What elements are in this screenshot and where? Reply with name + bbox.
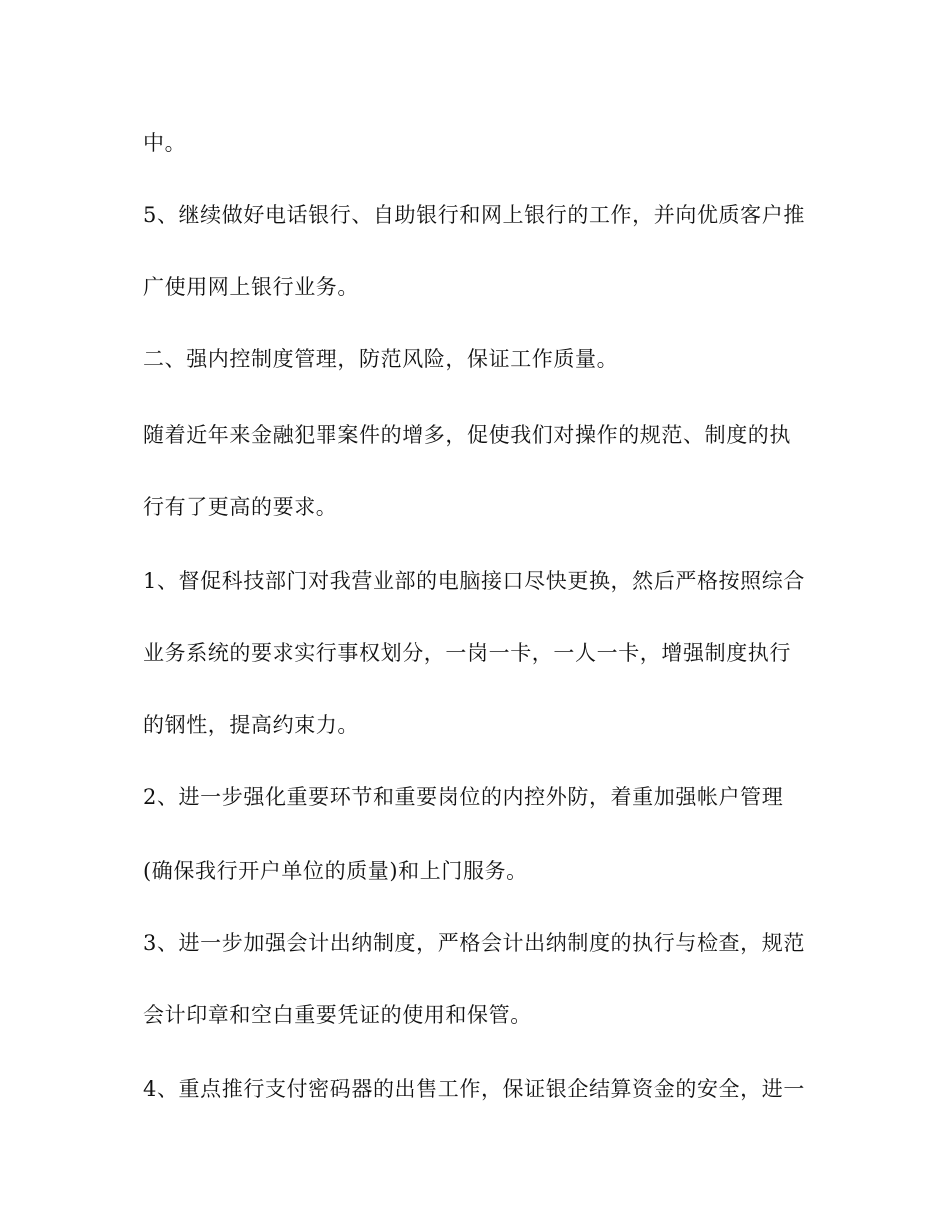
text-line: 业务系统的要求实行事权划分，一岗一卡，一人一卡，增强制度执行 bbox=[143, 641, 791, 665]
text-line: 1、督促科技部门对我营业部的电脑接口尽快更换，然后严格按照综合 bbox=[143, 569, 805, 593]
text-line: 中。 bbox=[143, 131, 187, 155]
text-line: 5、继续做好电话银行、自助银行和网上银行的工作，并向优质客户推 bbox=[143, 203, 805, 227]
text-line: 3、进一步加强会计出纳制度，严格会计出纳制度的执行与检查，规范 bbox=[143, 931, 805, 955]
text-line: 4、重点推行支付密码器的出售工作，保证银企结算资金的安全，进一 bbox=[143, 1077, 805, 1101]
text-line: 的钢性，提高约束力。 bbox=[143, 713, 359, 737]
text-line: (确保我行开户单位的质量)和上门服务。 bbox=[143, 859, 528, 883]
text-line: 广使用网上银行业务。 bbox=[143, 275, 359, 299]
text-line: 随着近年来金融犯罪案件的增多，促使我们对操作的规范、制度的执 bbox=[143, 423, 791, 447]
text-line: 2、进一步强化重要环节和重要岗位的内控外防，着重加强帐户管理 bbox=[143, 785, 784, 809]
section-heading: 二、强内控制度管理，防范风险，保证工作质量。 bbox=[143, 347, 619, 371]
text-line: 行有了更高的要求。 bbox=[143, 495, 338, 519]
text-line: 会计印章和空白重要凭证的使用和保管。 bbox=[143, 1003, 532, 1027]
